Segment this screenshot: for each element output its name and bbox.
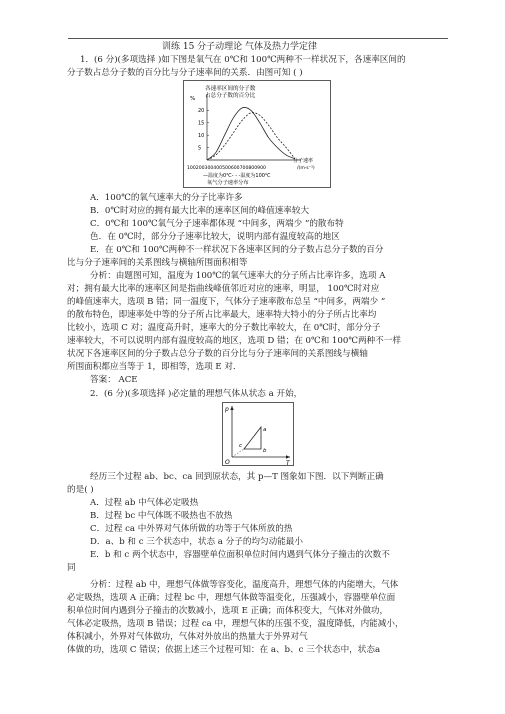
state-b-label: b xyxy=(263,448,267,454)
chart-ytick-label: 5 xyxy=(198,145,202,152)
q1-option-b: B．0℃时对应的拥有最大比率的速率区间的峰值速率较大 xyxy=(90,206,310,216)
q1-analysis-line: 对；拥有最大比率的速率区间是指曲线峰值邻近对应的速率，明显， 100℃时对应 xyxy=(67,284,380,294)
q2-analysis-line: 积单位时间内遇到分子撞击的次数减小，选项 E 正确；而体积变大，气体对外做功， xyxy=(67,606,389,616)
q1-option-d: 色．在 0℃时，部分分子速率比较大，说明内部有温度较高的地区 xyxy=(90,232,340,242)
q2-stem-line: 经历三个过程 ab、bc、ca 回到原状态，其 p—T 图象如下图．以下判断正确 xyxy=(90,472,384,482)
chart-ytick-label: 20 xyxy=(198,108,205,115)
speed-distribution-chart xyxy=(183,80,331,188)
chart-yunit: % xyxy=(190,96,196,102)
chart-legend: —温度为0℃- - -温度为100℃ xyxy=(203,173,271,179)
page-title: 训练 15 分子动理论 气体及热力学定律 xyxy=(162,42,318,52)
q2-option-e: E．b 和 c 两个状态中，容器壁单位面积单位时间内遇到气体分子撞击的次数不 xyxy=(90,550,390,560)
q2-option-e-cont: 同 xyxy=(67,563,76,573)
q1-analysis-line: 的散布特色，即速率处中等的分子所占比率最大，速率特大特小的分子所占比率均 xyxy=(67,310,377,320)
q2-option-b: B．过程 bc 中气体既不吸热也不放热 xyxy=(90,511,233,521)
q2-analysis-line: 体做的功，选项 C 错误；依据上述三个过程可知：在 a、b、c 三个状态中，状态a xyxy=(67,645,381,655)
q1-answer: 答案： ACE xyxy=(90,375,138,385)
q1-option-e: E．在 0℃和 100℃两种不一样状况下各速率区间的分子数占总分子数的百分 xyxy=(90,245,384,255)
chart-ytick-label: 10 xyxy=(198,133,205,139)
q1-option-c: C．0℃和 100℃氧气分子速率都体现 “中间多，两端少 ”的散布特 xyxy=(90,219,344,229)
q1-analysis-line: 所围面积都应当等于 1，即相等，选项 E 对． xyxy=(67,362,242,372)
p-axis-label: p xyxy=(225,406,229,413)
chart-ytick-label: 15 xyxy=(198,120,205,127)
origin-label: O xyxy=(225,459,230,466)
q2-analysis-line: 气体必定吸热，选项 B 错误；过程 ca 中，理想气体的压强不变，温度降低，内能减小， xyxy=(67,619,404,629)
chart-ylabel: 各速率区间的分子数 xyxy=(205,86,256,92)
q2-analysis-line: 体积减小，外界对气体做功，气体对外放出的热量大于外界对气 xyxy=(67,632,308,642)
state-c-label: c xyxy=(239,443,243,449)
q1-analysis-line: 的峰值速率大，选项 B 错；同一温度下，气体分子速率散布总呈 “中间多，两端少 ” xyxy=(67,297,386,307)
q2-analysis-line: 分析：过程 ab 中，理想气体做等容变化，温度高升，理想气体的内能增大，气体 xyxy=(90,580,399,590)
q2-option-a: A．过程 ab 中气体必定吸热 xyxy=(90,498,199,508)
q1-option-a: A．100℃的氧气速率大的分子比率许多 xyxy=(90,193,243,203)
q1-analysis-line: 分析：由题图可知，温度为 100℃的氧气速率大的分子所占比率许多，选项 A xyxy=(90,271,386,281)
p-t-diagram xyxy=(222,402,294,466)
state-a-label: a xyxy=(263,427,267,433)
q2-stem-line: 的是( ) xyxy=(67,485,94,495)
header-rule xyxy=(68,38,448,39)
q1-option-e-cont: 比与分子速率间的关系图线与横轴所围面积相等 xyxy=(67,258,248,268)
q2-analysis-line: 必定吸热，选项 A 正确；过程 bc 中，理想气体做等温变化，压强减小，容器壁单位面 xyxy=(67,593,396,603)
chart-ylabel: 占总分子数的百分比 xyxy=(205,93,256,99)
chart-xtick-labels: 100200300400500600700800900 xyxy=(187,166,266,171)
q1-analysis-line: 速率较大，不可以说明内部有温度较高的地区，选项 D 错；在 0℃和 100℃两种不一样 xyxy=(67,336,401,346)
q1-stem-line: 分子数占总分子数的百分比与分子速率间的关系．由图可知 ( ) xyxy=(67,68,303,78)
t-axis-label: T xyxy=(286,460,290,466)
chart-xunit: /(m·s⁻¹) xyxy=(297,166,315,171)
q1-stem-line: 1．(6 分)(多项选择 )如下图是氧气在 0℃和 100℃两种不一样状况下，各速率区间的 xyxy=(80,55,406,65)
q1-analysis-line: 比较小，选项 C 对；温度高升时，速率大的分子数比率较大，在 0℃时，部分分子 xyxy=(67,323,381,333)
q2-option-c: C．过程 ca 中外界对气体所做的功等于气体所放的热 xyxy=(90,524,293,534)
q2-stem-line: 2．(6 分)(多项选择 )必定量的理想气体从状态 a 开始， xyxy=(90,389,303,399)
chart-xlabel: 分子速率 xyxy=(293,158,314,164)
chart-caption: 氧气分子速率分布 xyxy=(207,180,249,186)
q2-option-d: D．a、b 和 c 三个状态中，状态 a 分子的均匀动能最小 xyxy=(90,537,303,547)
q1-analysis-line: 状况下各速率区间的分子数占总分子数的百分比与分子速率间的关系图线与横轴 xyxy=(67,349,368,359)
